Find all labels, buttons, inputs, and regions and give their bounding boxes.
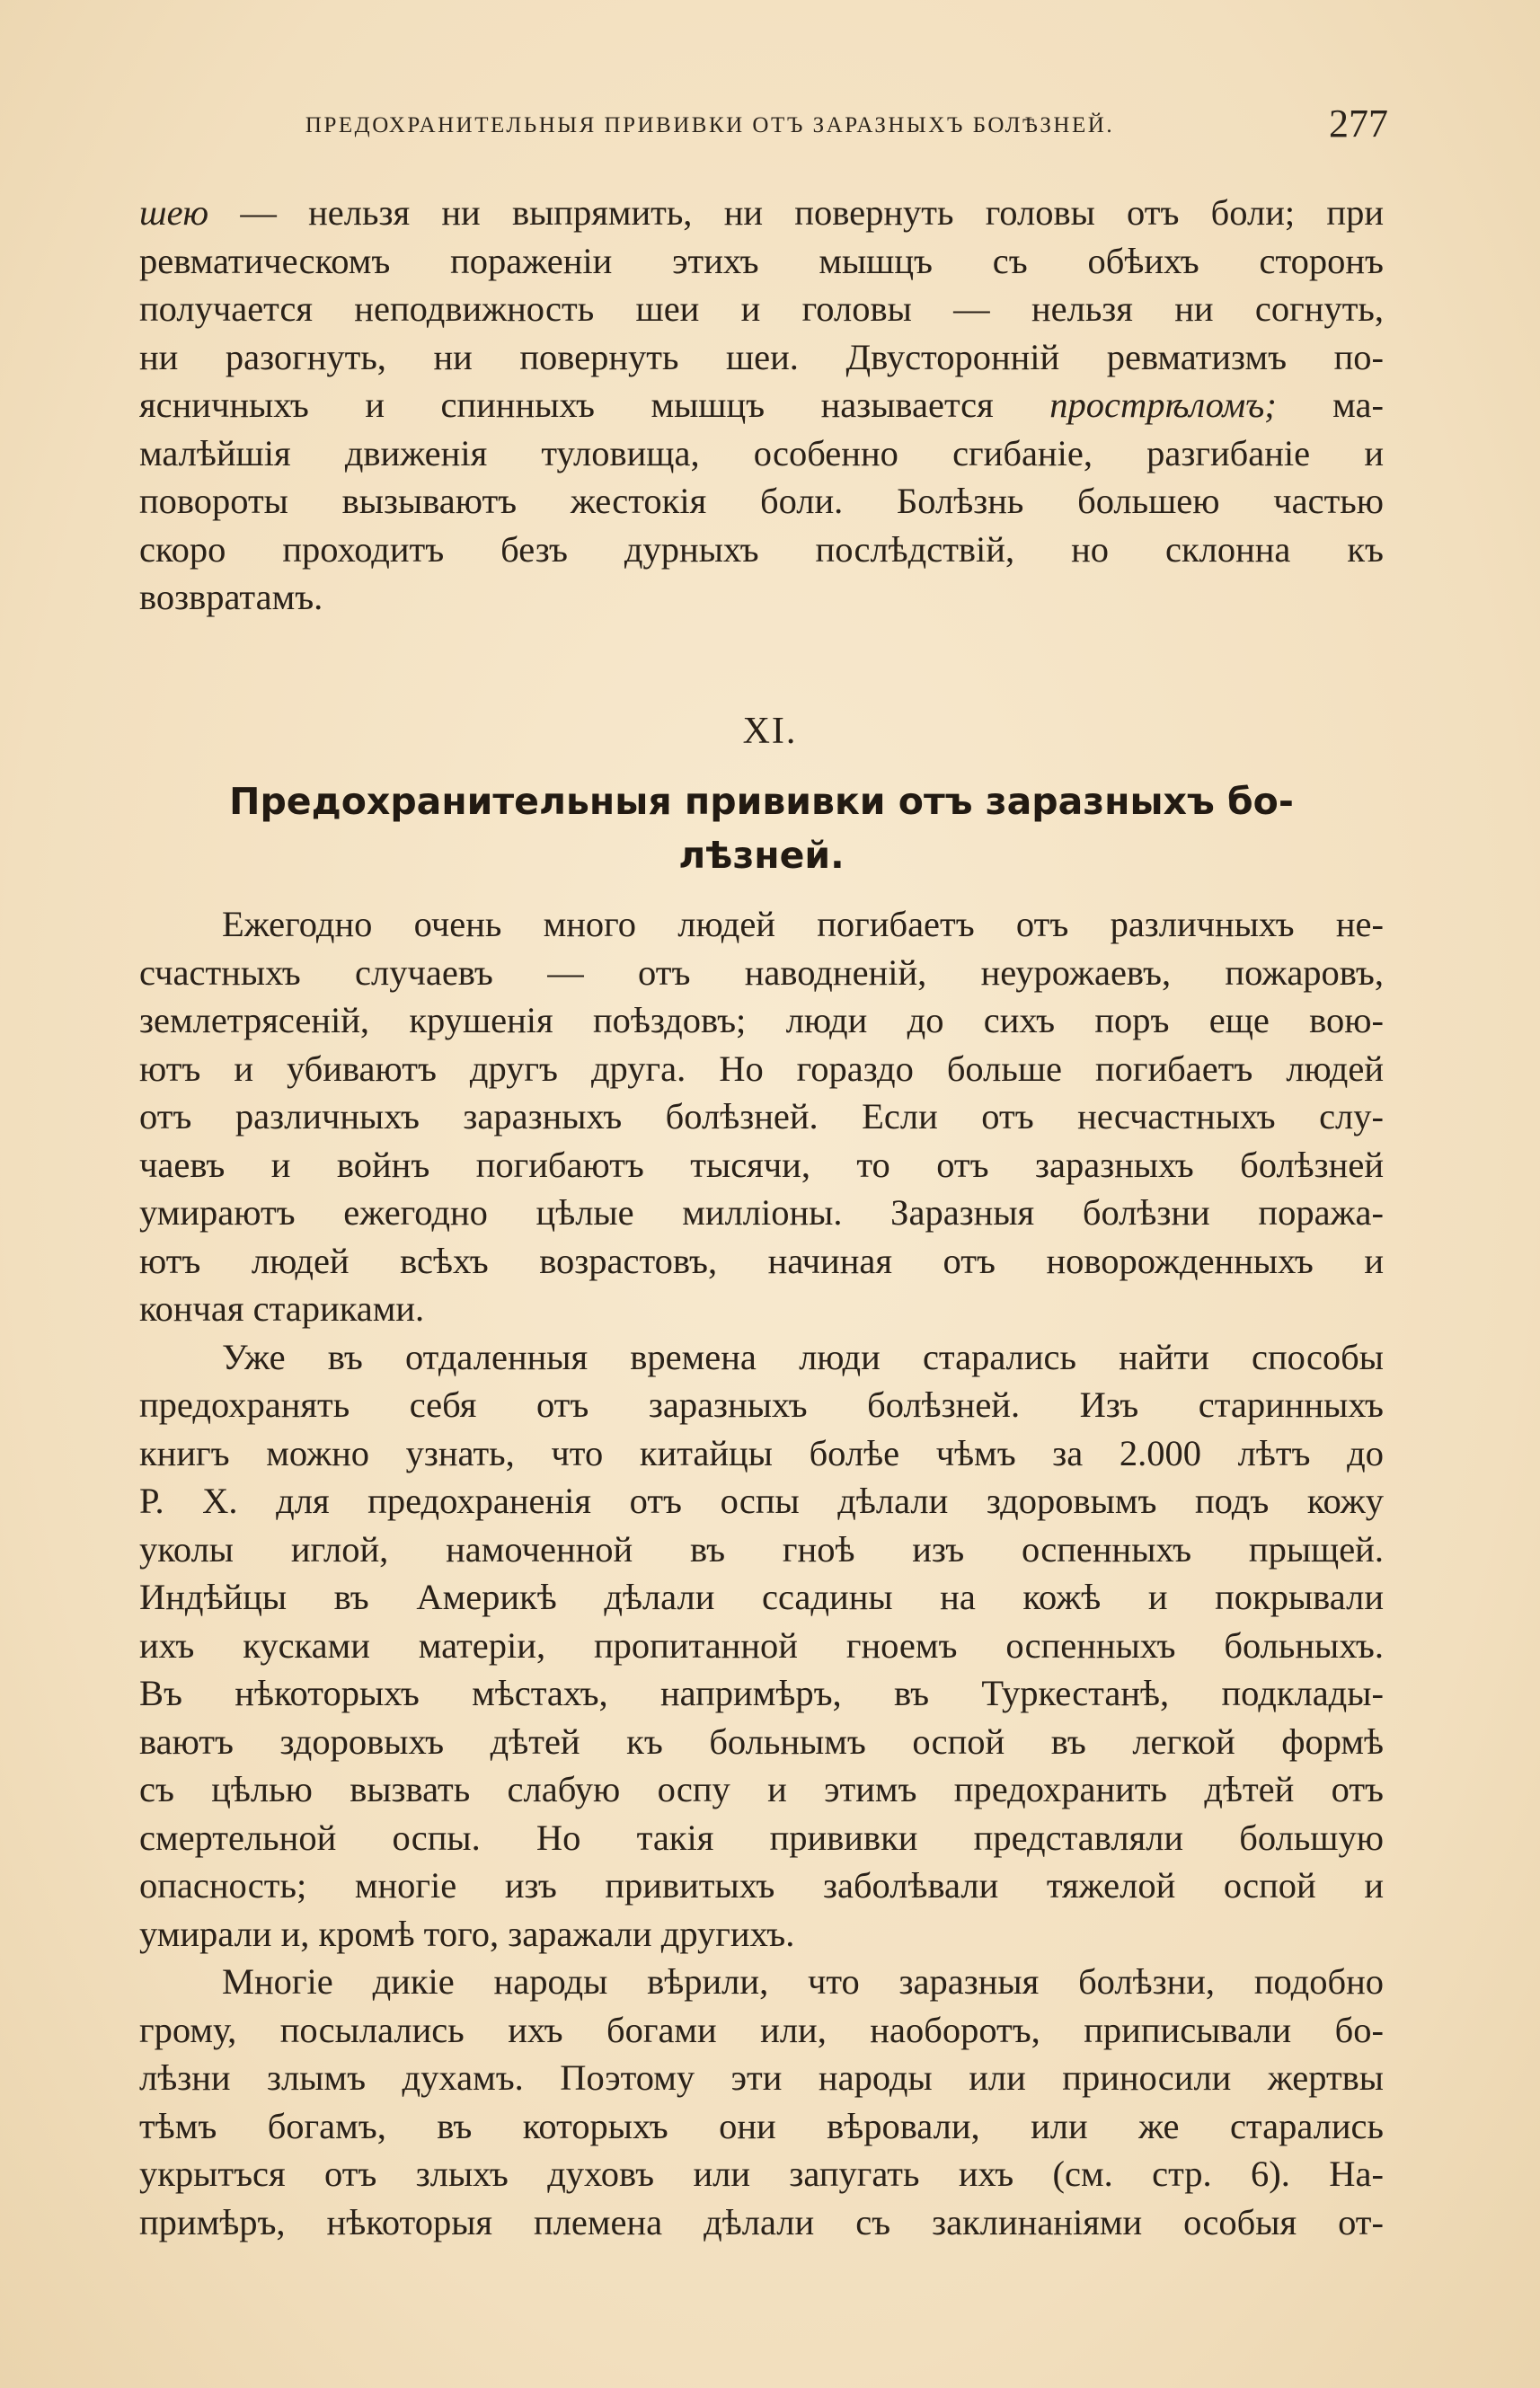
text-line: предохранять себя отъ заразныхъ болѣзней. Изъ старинныхъ [139, 1384, 1384, 1425]
paragraph [139, 900, 1384, 1333]
text-line: ясничныхъ и спинныхъ мышцъ называется прострѣломъ; ма- [139, 385, 1384, 425]
italic-word: шею [139, 192, 209, 233]
page-number: 277 [1329, 102, 1388, 146]
text-line: ихъ кусками матеріи, пропитанной гноемъ оспенныхъ больныхъ. [139, 1624, 1384, 1666]
text-line: грому, посылались ихъ богами или, наоборотъ, приписывали бо- [139, 2009, 1384, 2050]
text-line: скоро проходитъ безъ дурныхъ послѣдствій, но склонна къ [139, 528, 1384, 570]
text-line: смертельной оспы. Но такія прививки представляли большую [139, 1817, 1384, 1858]
text-line: лѣзни злымъ духамъ. Поэтому эти народы или приносили жертвы [139, 2057, 1384, 2098]
text-line: получается неподвижность шеи и головы — нельзя ни согнуть, [139, 288, 1384, 329]
section-title [139, 774, 1384, 882]
page-header [139, 101, 1388, 146]
text-line: умираютъ ежегодно цѣлые милліоны. Заразныя болѣзни поража- [139, 1192, 1384, 1233]
text-line: возвратамъ. [139, 577, 323, 617]
text-line: Ежегодно очень много людей погибаетъ отъ различныхъ не- [222, 904, 1384, 944]
section-number: XI. [742, 711, 798, 752]
running-title: ПРЕДОХРАНИТЕЛЬНЫЯ ПРИВИВКИ ОТЪ ЗАРАЗНЫХЪ БОЛѢЗНЕЙ. [305, 113, 1115, 137]
text-line: книгъ можно узнать, что китайцы болѣе чѣмъ за 2.000 лѣтъ до [139, 1432, 1384, 1473]
paragraph [139, 1333, 1384, 1959]
text-line: отъ различныхъ заразныхъ болѣзней. Если отъ несчастныхъ слу- [139, 1096, 1384, 1137]
text-line: примѣръ, нѣкоторыя племена дѣлали съ заклинаніями особыя от- [139, 2201, 1384, 2242]
text-line: Уже въ отдаленныя времена люди старались найти способы [222, 1336, 1384, 1377]
text-line: Многіе дикіе народы вѣрили, что заразныя болѣзни, подобно [222, 1961, 1384, 2002]
text-line: Р. Х. для предохраненія отъ оспы дѣлали здоровымъ подъ кожу [139, 1481, 1384, 1521]
section-body [139, 900, 1384, 2246]
text-line: укрытъся отъ злыхъ духовъ или запугать ихъ (см. стр. 6). На- [139, 2154, 1384, 2194]
section-title-line: лѣзней. [678, 834, 845, 877]
text-line: ютъ и убиваютъ другъ друга. Но гораздо больше погибаетъ людей [139, 1048, 1384, 1089]
text-line: ютъ людей всѣхъ возрастовъ, начиная отъ новорожденныхъ и [139, 1240, 1384, 1281]
text-line: малѣйшія движенія туловища, особенно сгибаніе, разгибаніе и [139, 432, 1384, 473]
text-line: ни разогнуть, ни повернуть шеи. Двусторонній ревматизмъ по- [139, 336, 1384, 377]
text-line: опасность; многіе изъ привитыхъ заболѣвали тяжелой оспой и [139, 1865, 1384, 1906]
text-line: Индѣйцы въ Америкѣ дѣлали ссадины на кожѣ и покрывали [139, 1577, 1384, 1617]
intro-paragraph [139, 189, 1384, 622]
text-line: кончая стариками. [139, 1288, 425, 1329]
text-line: Въ нѣкоторыхъ мѣстахъ, напримѣръ, въ Туркестанѣ, подклады- [139, 1673, 1384, 1713]
text-line: повороты вызываютъ жестокія боли. Болѣзнь большею частью [139, 481, 1384, 521]
text-line: счастныхъ случаевъ — отъ наводненій, неурожаевъ, пожаровъ, [139, 951, 1384, 993]
text-line: ревматическомъ пораженіи этихъ мышцъ съ обѣихъ сторонъ [139, 240, 1384, 281]
text-line: съ цѣлью вызвать слабую оспу и этимъ предохранить дѣтей отъ [139, 1769, 1384, 1809]
text-line: уколы иглой, намоченной въ гноѣ изъ оспенныхъ прыщей. [139, 1528, 1384, 1570]
paragraph [139, 1958, 1384, 2246]
text-line: тѣмъ богамъ, въ которыхъ они вѣровали, или же старались [139, 2105, 1384, 2146]
section-title-line: Предохранительныя прививки отъ заразныхъ бо- [229, 780, 1294, 823]
text-line: ваютъ здоровыхъ дѣтей къ больнымъ оспой въ легкой формѣ [139, 1720, 1384, 1762]
text-line: землетрясеній, крушенія поѣздовъ; люди до сихъ поръ еще вою- [139, 1000, 1384, 1040]
text-line: чаевъ и войнъ погибаютъ тысячи, то отъ заразныхъ болѣзней [139, 1144, 1384, 1185]
text-line: шею — нельзя ни выпрямить, ни повернуть головы отъ боли; при [139, 192, 1384, 233]
italic-term: прострѣломъ; [1049, 385, 1277, 425]
text-line: умирали и, кромѣ того, заражали другихъ. [139, 1913, 795, 1954]
